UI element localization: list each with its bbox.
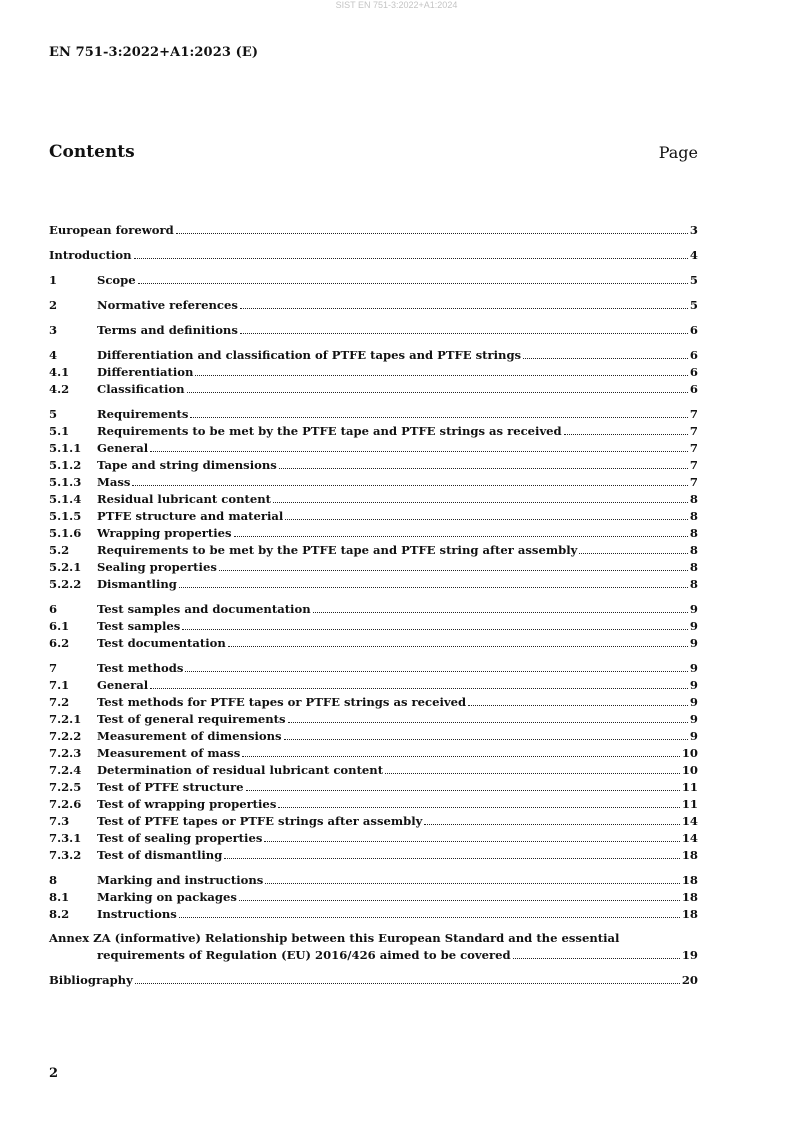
toc-entry[interactable] — [49, 727, 698, 744]
toc-entry-title: Test of sealing properties — [97, 831, 263, 845]
toc-entry-number: 7.3.1 — [49, 831, 82, 845]
toc-entry-page-number: 8 — [689, 509, 698, 523]
toc-entry-title: Wrapping properties — [97, 526, 232, 540]
toc-entry-title: General — [97, 678, 149, 692]
dot-leader — [224, 857, 680, 859]
dot-leader — [150, 687, 688, 689]
contents-heading: Contents — [49, 142, 135, 162]
toc-entry[interactable] — [49, 761, 698, 778]
toc-entry-number: 5.1.6 — [49, 526, 82, 540]
toc-entry-title: Measurement of dimensions — [97, 729, 282, 743]
toc-entry-page-number: 3 — [689, 223, 698, 237]
toc-entry[interactable] — [49, 575, 698, 592]
toc-entry-page-number: 11 — [681, 780, 698, 794]
toc-entry-page-number: 8 — [689, 577, 698, 591]
toc-entry-title: Mass — [97, 475, 131, 489]
toc-entry-number: 6 — [49, 602, 58, 616]
toc-entry[interactable] — [49, 541, 698, 558]
toc-entry-number: 5.2.1 — [49, 560, 82, 574]
toc-entry-number: 8 — [49, 873, 58, 887]
toc-entry-title: Test documentation — [97, 636, 226, 650]
toc-entry-number: 7.3.2 — [49, 848, 82, 862]
toc-entry[interactable] — [49, 346, 698, 363]
toc-entry-number: 4.1 — [49, 365, 70, 379]
dot-leader — [134, 257, 688, 259]
toc-entry-page-number: 9 — [689, 729, 698, 743]
toc-entry-title: Requirements — [97, 407, 189, 421]
bibliography-page-number: 20 — [681, 973, 698, 987]
toc-entry-title: Normative references — [97, 298, 238, 312]
toc-entry[interactable] — [49, 456, 698, 473]
toc-entry-page-number: 8 — [689, 560, 698, 574]
toc-entry[interactable] — [49, 693, 698, 710]
toc-entry-title: Marking on packages — [97, 890, 237, 904]
dot-leader — [185, 670, 688, 672]
toc-entry-title: General — [97, 441, 149, 455]
toc-entry-page-number: 6 — [689, 323, 698, 337]
toc-entry-title: Test samples — [97, 619, 181, 633]
toc-entry[interactable] — [49, 321, 698, 338]
toc-entry[interactable] — [49, 888, 698, 905]
toc-entry-number: 7.3 — [49, 814, 70, 828]
toc-entry-number: 7.1 — [49, 678, 70, 692]
dot-leader — [273, 501, 688, 503]
toc-entry-number: 3 — [49, 323, 58, 337]
toc-entry[interactable] — [49, 296, 698, 313]
annex-page-number: 19 — [681, 948, 698, 962]
toc-entry-title: Differentiation and classification of PTFE tapes and PTFE strings — [97, 348, 522, 362]
toc-entry[interactable] — [49, 490, 698, 507]
toc-entry-title: Sealing properties — [97, 560, 217, 574]
dot-leader — [240, 307, 688, 309]
bibliography-title: Bibliography — [49, 973, 133, 987]
toc-entry-title: Marking and instructions — [97, 873, 264, 887]
toc-entry[interactable] — [49, 246, 698, 263]
dot-leader — [385, 772, 680, 774]
toc-entry-number: 5.1.3 — [49, 475, 82, 489]
toc-entry-title: Dismantling — [97, 577, 177, 591]
dot-leader — [564, 433, 688, 435]
toc-entry-title: Test of dismantling — [97, 848, 223, 862]
toc-entry[interactable] — [49, 846, 698, 863]
annex-title-line-2: requirements of Regulation (EU) 2016/426 aimed to be covered — [97, 948, 511, 962]
toc-entry-title: Instructions — [97, 907, 177, 921]
watermark: SIST EN 751-3:2022+A1:2024 — [335, 0, 458, 10]
dot-leader — [239, 899, 680, 901]
toc-entry-page-number: 8 — [689, 526, 698, 540]
toc-rows — [49, 221, 698, 922]
toc-entry-page-number: 9 — [689, 712, 698, 726]
toc-entry-number: 5.1.1 — [49, 441, 82, 455]
toc-entry-page-number: 11 — [681, 797, 698, 811]
toc-entry-page-number: 9 — [689, 636, 698, 650]
toc-entry[interactable] — [49, 812, 698, 829]
toc-entry[interactable] — [49, 439, 698, 456]
dot-leader — [278, 806, 680, 808]
dot-leader — [284, 738, 688, 740]
toc-entry-number: 4 — [49, 348, 58, 362]
dot-leader — [132, 484, 688, 486]
toc-entry-page-number: 9 — [689, 695, 698, 709]
toc-entry-title: Test methods for PTFE tapes or PTFE strings as received — [97, 695, 467, 709]
toc-entry-page-number: 7 — [689, 441, 698, 455]
dot-leader — [513, 957, 680, 959]
toc-entry-page-number: 18 — [681, 890, 698, 904]
toc-entry-page-number: 8 — [689, 543, 698, 557]
toc-entry-page-number: 14 — [681, 831, 698, 845]
toc-entry-title: Requirements to be met by the PTFE tape and PTFE string after assembly — [97, 543, 578, 557]
dot-leader — [279, 467, 688, 469]
dot-leader — [288, 721, 688, 723]
toc-entry-page-number: 5 — [689, 273, 698, 287]
toc-entry-number: 5.2.2 — [49, 577, 82, 591]
toc-entry-title: Tape and string dimensions — [97, 458, 277, 472]
toc-entry-page-number: 6 — [689, 365, 698, 379]
dot-leader — [138, 282, 688, 284]
toc-entry[interactable] — [49, 905, 698, 922]
toc-entry-page-number: 8 — [689, 492, 698, 506]
toc-entry-title: Test methods — [97, 661, 184, 675]
toc-entry-title: Residual lubricant content — [97, 492, 272, 506]
toc-entry-number: 5.2 — [49, 543, 70, 557]
toc-entry-number: 5.1 — [49, 424, 70, 438]
footer-page-number: 2 — [49, 1066, 59, 1081]
dot-leader — [242, 755, 680, 757]
toc-entry[interactable] — [49, 600, 698, 617]
toc-entry-number: 5.1.2 — [49, 458, 82, 472]
toc-entry[interactable] — [49, 617, 698, 634]
toc-entry-page-number: 10 — [681, 763, 698, 777]
dot-leader — [240, 332, 688, 334]
toc-entry[interactable] — [49, 221, 698, 238]
toc-entry-annex-za[interactable] — [49, 930, 698, 963]
toc-entry-title: Test of PTFE structure — [97, 780, 244, 794]
dot-leader — [285, 518, 688, 520]
toc-entry-title: Classification — [97, 382, 185, 396]
toc-entry-number: 4.2 — [49, 382, 70, 396]
toc-entry[interactable] — [49, 659, 698, 676]
toc-entry-page-number: 10 — [681, 746, 698, 760]
toc-entry-page-number: 14 — [681, 814, 698, 828]
page-column-heading: Page — [658, 143, 698, 162]
toc-entry-number: 2 — [49, 298, 58, 312]
table-of-contents — [49, 221, 698, 988]
toc-entry-title: European foreword — [49, 223, 174, 237]
dot-leader — [264, 840, 680, 842]
annex-title-line-2-row — [49, 946, 698, 963]
toc-entry-page-number: 7 — [689, 424, 698, 438]
toc-entry-number: 8.1 — [49, 890, 70, 904]
dot-leader — [228, 645, 688, 647]
toc-entry-number: 7.2.6 — [49, 797, 82, 811]
toc-entry[interactable] — [49, 710, 698, 727]
toc-entry[interactable] — [49, 634, 698, 651]
dot-leader — [313, 611, 688, 613]
toc-entry-number: 5.1.5 — [49, 509, 82, 523]
toc-entry-page-number: 4 — [689, 248, 698, 262]
toc-entry-number: 7.2.2 — [49, 729, 82, 743]
toc-entry-page-number: 18 — [681, 907, 698, 921]
toc-entry-page-number: 7 — [689, 458, 698, 472]
toc-entry[interactable] — [49, 363, 698, 380]
dot-leader — [246, 789, 680, 791]
toc-entry-number: 6.2 — [49, 636, 70, 650]
toc-entry[interactable] — [49, 422, 698, 439]
dot-leader — [179, 916, 680, 918]
toc-entry-number: 6.1 — [49, 619, 70, 633]
toc-entry[interactable] — [49, 778, 698, 795]
toc-entry[interactable] — [49, 744, 698, 761]
toc-entry[interactable] — [49, 829, 698, 846]
toc-entry-page-number: 18 — [681, 848, 698, 862]
toc-entry-number: 5 — [49, 407, 58, 421]
toc-entry-number: 7.2.3 — [49, 746, 82, 760]
toc-entry-title: Measurement of mass — [97, 746, 241, 760]
dot-leader — [135, 982, 680, 984]
toc-entry-title: PTFE structure and material — [97, 509, 284, 523]
toc-entry[interactable] — [49, 676, 698, 693]
dot-leader — [579, 552, 688, 554]
toc-entry[interactable] — [49, 507, 698, 524]
toc-entry-page-number: 9 — [689, 678, 698, 692]
toc-entry-number: 7.2.5 — [49, 780, 82, 794]
toc-entry-page-number: 18 — [681, 873, 698, 887]
toc-entry[interactable] — [49, 271, 698, 288]
toc-entry-number: 8.2 — [49, 907, 70, 921]
dot-leader — [234, 535, 688, 537]
toc-entry-number: 7.2.4 — [49, 763, 82, 777]
toc-entry-number: 5.1.4 — [49, 492, 82, 506]
dot-leader — [190, 416, 688, 418]
dot-leader — [195, 374, 687, 376]
toc-entry-title: Test of general requirements — [97, 712, 286, 726]
toc-entry[interactable] — [49, 405, 698, 422]
toc-entry-title: Differentiation — [97, 365, 194, 379]
toc-entry-page-number: 6 — [689, 348, 698, 362]
dot-leader — [424, 823, 679, 825]
toc-entry[interactable] — [49, 795, 698, 812]
toc-entry[interactable] — [49, 473, 698, 490]
toc-entry-page-number: 7 — [689, 475, 698, 489]
dot-leader — [182, 628, 688, 630]
toc-entry-title: Test samples and documentation — [97, 602, 311, 616]
toc-entry-title: Introduction — [49, 248, 132, 262]
toc-entry-title: Requirements to be met by the PTFE tape and PTFE strings as received — [97, 424, 562, 438]
toc-entry-number: 7 — [49, 661, 58, 675]
dot-leader — [219, 569, 688, 571]
toc-entry-page-number: 9 — [689, 619, 698, 633]
dot-leader — [176, 232, 688, 234]
toc-entry[interactable] — [49, 558, 698, 575]
dot-leader — [150, 450, 688, 452]
dot-leader — [187, 391, 688, 393]
toc-entry-page-number: 6 — [689, 382, 698, 396]
dot-leader — [468, 704, 688, 706]
toc-entry-number: 7.2.1 — [49, 712, 82, 726]
document-id: EN 751-3:2022+A1:2023 (E) — [49, 45, 259, 60]
toc-entry-title: Test of PTFE tapes or PTFE strings after assembly — [97, 814, 423, 828]
annex-title-line-1: Annex ZA (informative) Relationship between this European Standard and the essential — [49, 931, 620, 945]
dot-leader — [265, 882, 680, 884]
toc-entry-page-number: 9 — [689, 661, 698, 675]
toc-entry-page-number: 9 — [689, 602, 698, 616]
toc-entry[interactable] — [49, 524, 698, 541]
dot-leader — [523, 357, 688, 359]
toc-entry-number: 1 — [49, 273, 58, 287]
toc-entry-title: Test of wrapping properties — [97, 797, 277, 811]
toc-entry-title: Terms and definitions — [97, 323, 238, 337]
toc-entry-page-number: 7 — [689, 407, 698, 421]
toc-entry-page-number: 5 — [689, 298, 698, 312]
toc-entry-number: 7.2 — [49, 695, 70, 709]
toc-entry-title: Scope — [97, 273, 136, 287]
dot-leader — [179, 586, 688, 588]
toc-entry-bibliography[interactable] — [49, 971, 698, 988]
toc-entry[interactable] — [49, 871, 698, 888]
toc-entry[interactable] — [49, 380, 698, 397]
toc-entry-title: Determination of residual lubricant content — [97, 763, 384, 777]
